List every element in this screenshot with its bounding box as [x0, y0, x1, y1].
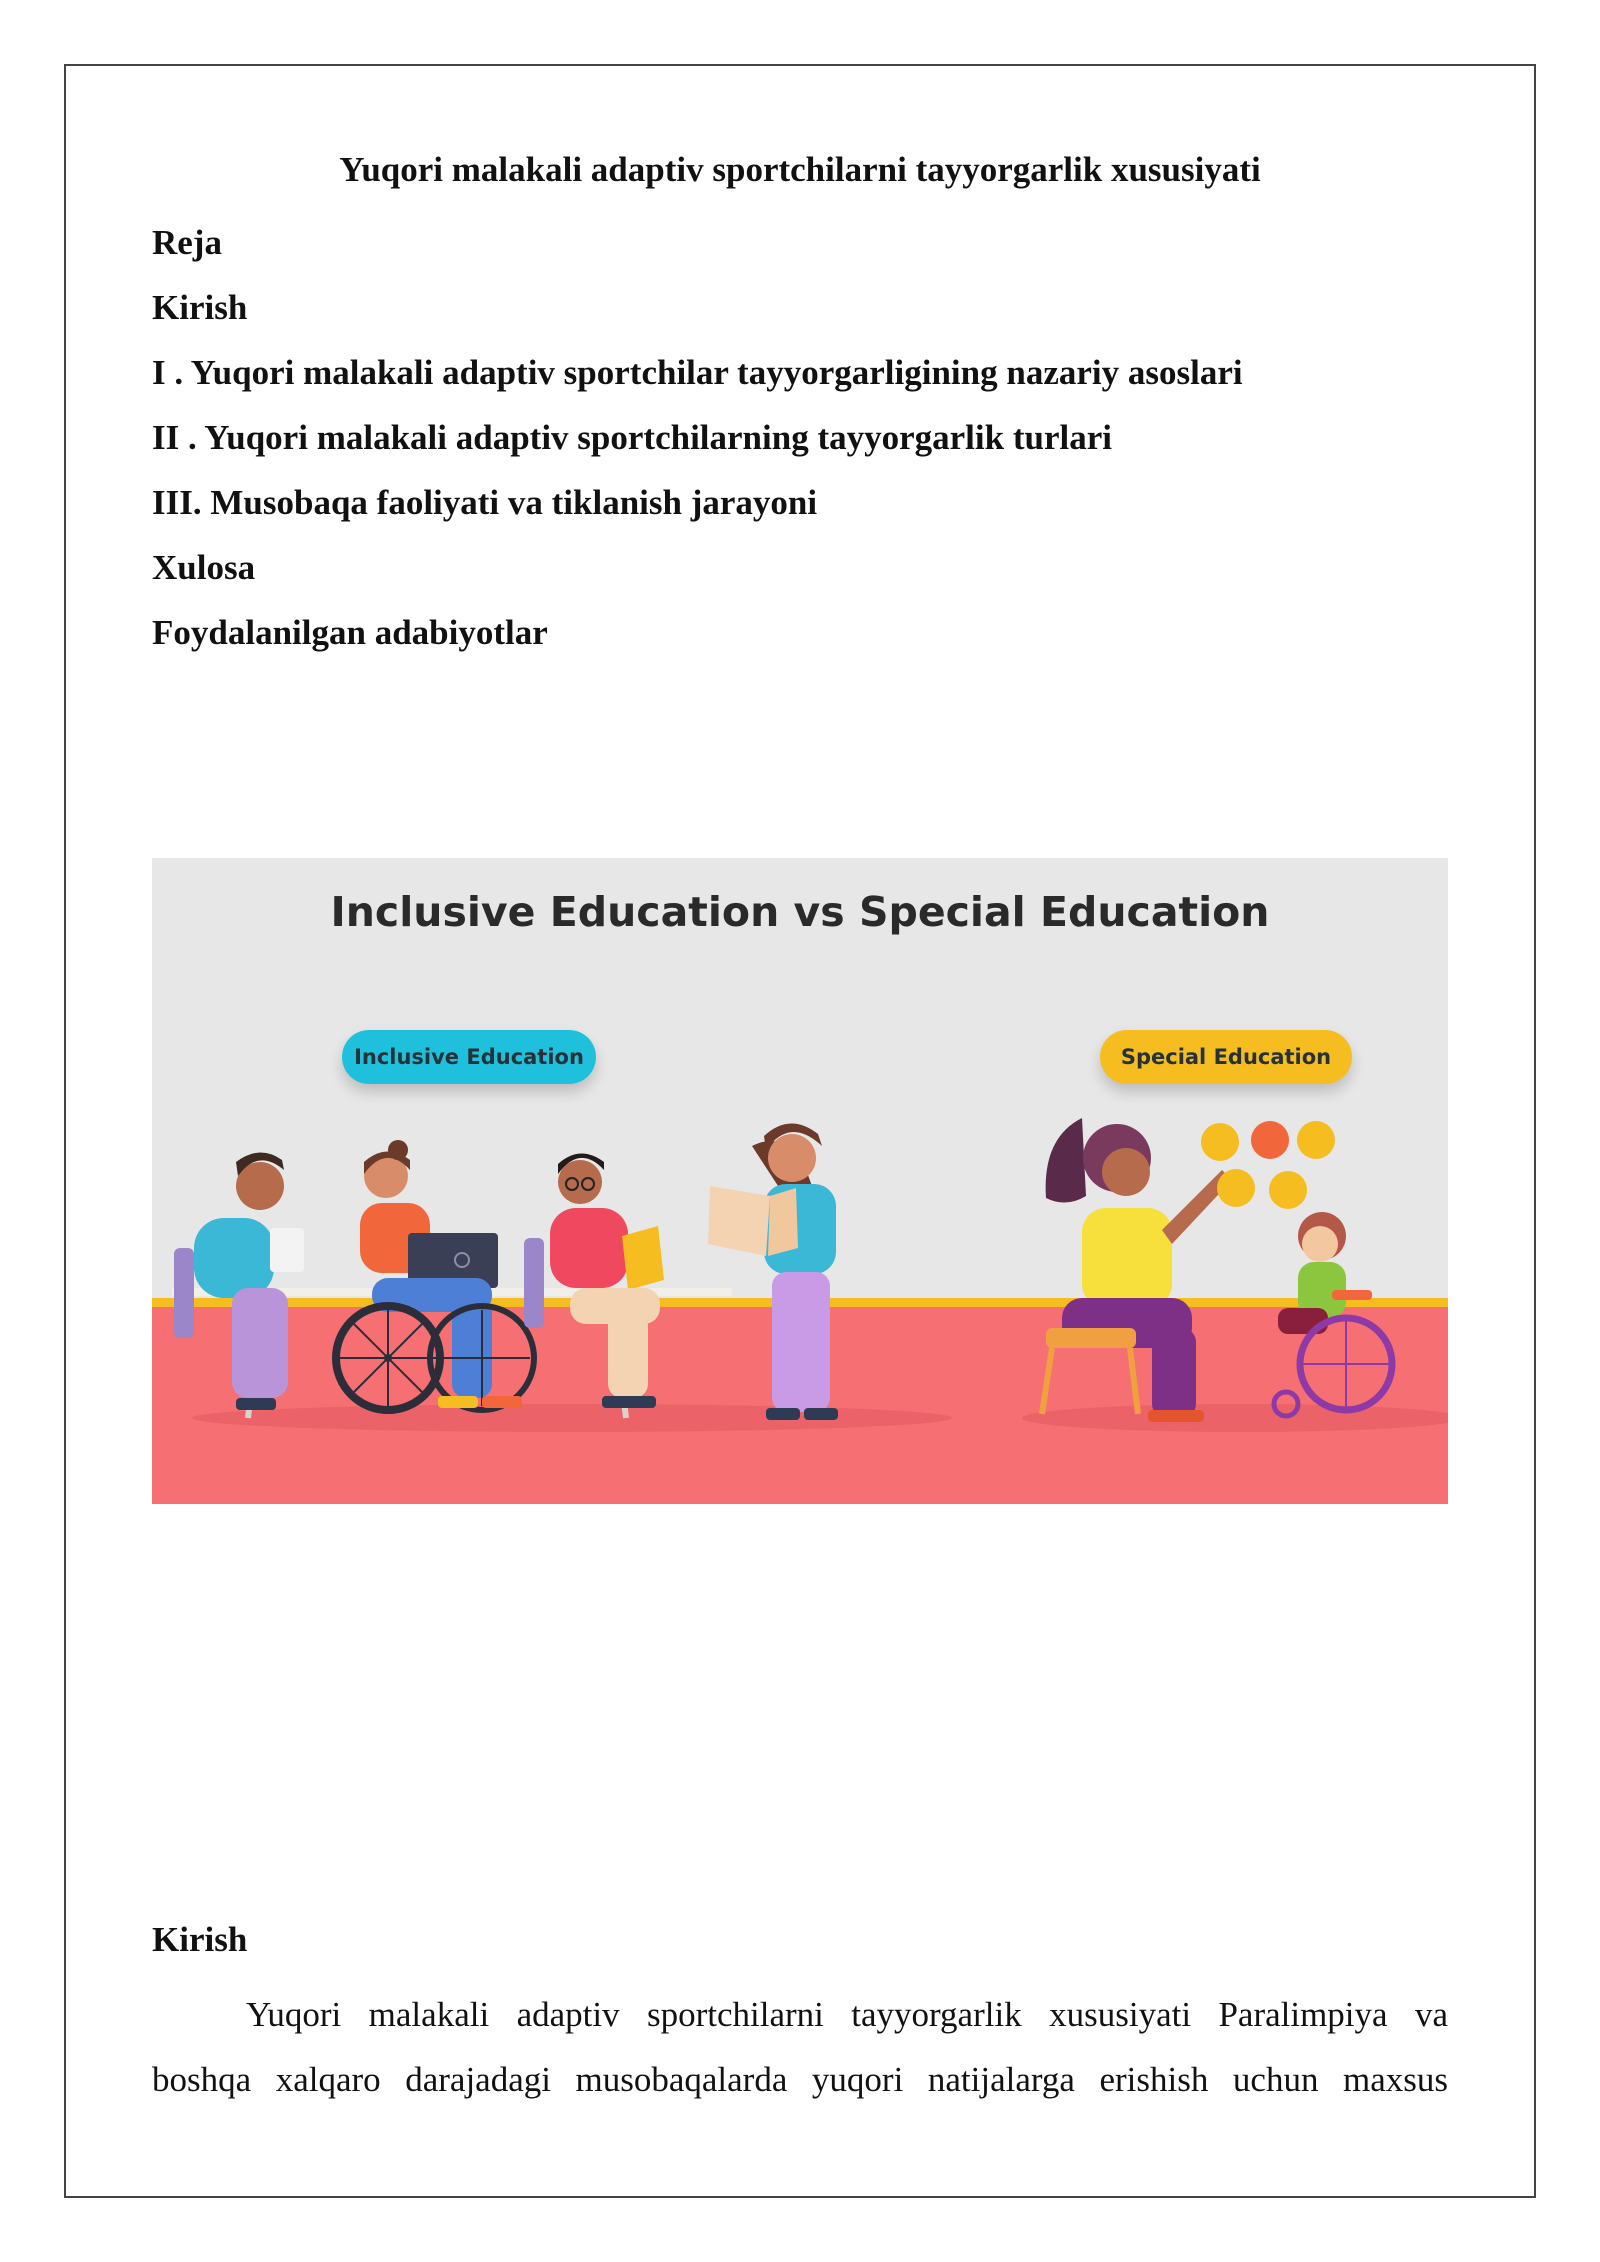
illustration-scene: [152, 858, 1448, 1504]
toc-item-chapter-2: II . Yuqori malakali adaptiv sportchilarning tayyorgarlik turlari: [152, 418, 1112, 457]
toc-item-chapter-3: III. Musobaqa faoliyati va tiklanish jarayoni: [152, 483, 818, 522]
special-education-label: Special Education: [1100, 1030, 1352, 1084]
ear-icon: [1251, 1121, 1289, 1159]
paragraph-line-1-text: Yuqori malakali adaptiv sportchilarni tayyorgarlik xususiyati Paralimpiya va: [246, 1995, 1448, 2034]
toc-item-chapter-1: I . Yuqori malakali adaptiv sportchilar tayyorgarligining nazariy asoslari: [152, 353, 1243, 392]
inclusive-education-label: Inclusive Education: [342, 1030, 596, 1084]
toc-item-kirish: Kirish: [152, 288, 248, 327]
senses-icons: [1201, 1121, 1335, 1209]
education-illustration: [152, 858, 1448, 1504]
toc-item-reja: Reja: [152, 223, 222, 262]
nose-icon: [1217, 1169, 1255, 1207]
table-of-contents: [152, 210, 1243, 665]
hand-icon: [1297, 1121, 1335, 1159]
toc-item-xulosa: Xulosa: [152, 548, 256, 587]
tongue-icon: [1269, 1171, 1307, 1209]
illustration-title: Inclusive Education vs Special Education: [330, 888, 1270, 936]
paragraph-line-1: [152, 1982, 1448, 2047]
section-heading-kirish: Kirish: [152, 1920, 248, 1959]
body-paragraph: [152, 1982, 1448, 2112]
document-title: Yuqori malakali adaptiv sportchilarni tayyorgarlik xususiyati: [339, 150, 1261, 189]
paragraph-line-2: boshqa xalqaro darajadagi musobaqalarda yuqori natijalarga erishish uchun maxsus: [152, 2060, 1448, 2099]
eye-icon: [1201, 1123, 1239, 1161]
toc-item-references: Foydalanilgan adabiyotlar: [152, 613, 548, 652]
